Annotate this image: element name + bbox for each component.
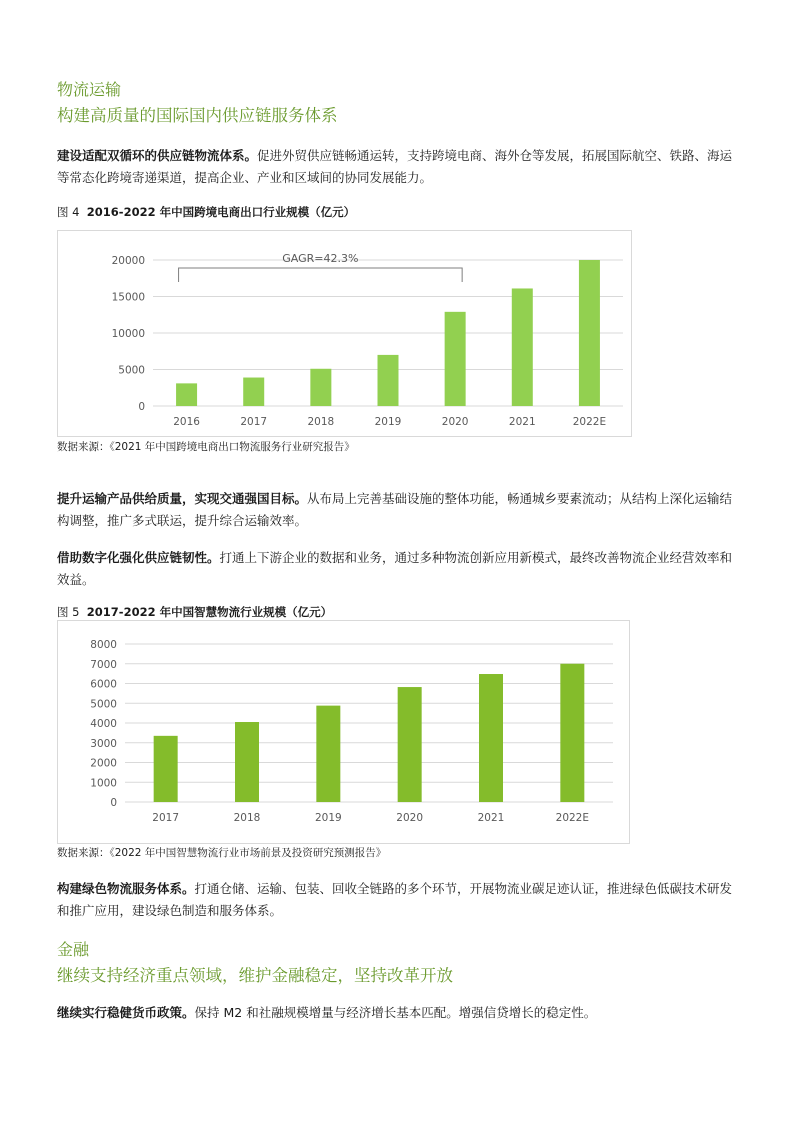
paragraph-supply-chain	[57, 145, 737, 189]
paragraph-body: 促进外贸供应链畅通运转，支持跨境电商、海外仓等发展，拓展国际航空、铁路、海运等常态化跨境寄递渠道，提高企业、产业和区域间的协同发展能力。	[57, 148, 733, 185]
bar-2022E	[560, 664, 584, 802]
figure-5-caption	[57, 604, 332, 620]
figure-4-source: 数据来源：《2021 年中国跨境电商出口物流服务行业研究报告》	[57, 441, 355, 453]
y-tick-label: 5000	[118, 364, 145, 377]
paragraph-lead: 构建绿色物流服务体系。	[57, 881, 195, 896]
bar-2021	[479, 674, 503, 802]
cagr-annotation: GAGR=42.3%	[282, 252, 359, 265]
paragraph-body: 打通上下游企业的数据和业务，通过多种物流创新应用新模式，最终改善物流企业经营效率和效益。	[57, 550, 733, 587]
bar-2019	[316, 706, 340, 802]
x-tick-label: 2020	[396, 812, 424, 824]
paragraph-lead: 继续实行稳健货币政策。	[57, 1005, 195, 1020]
bar-2018	[310, 369, 331, 406]
paragraph-lead: 借助数字化强化供应链韧性。	[57, 550, 220, 565]
paragraph-transport-quality	[57, 488, 737, 532]
y-tick-label: 10000	[111, 328, 145, 340]
bar-2020	[445, 312, 466, 406]
chart-cross-border-ecommerce	[57, 230, 632, 437]
x-tick-label: 2016	[173, 416, 200, 428]
figure-5-source: 数据来源：《2022 年中国智慧物流行业市场前景及投资研究预测报告》	[57, 847, 387, 859]
chart-1-svg	[58, 231, 631, 436]
bar-2021	[512, 288, 533, 406]
paragraph-lead: 提升运输产品供给质量，实现交通强国目标。	[57, 491, 308, 506]
figure-4-caption	[57, 204, 355, 220]
chart-smart-logistics	[57, 620, 630, 844]
cagr-bracket	[179, 268, 463, 282]
y-tick-label: 1000	[90, 777, 117, 790]
paragraph-lead: 建设适配双循环的供应链物流体系。	[57, 148, 258, 163]
y-tick-label: 15000	[111, 291, 145, 304]
x-tick-label: 2021	[477, 812, 505, 824]
y-tick-label: 0	[110, 797, 117, 809]
x-tick-label: 2022E	[572, 416, 607, 428]
y-tick-label: 3000	[90, 737, 117, 750]
x-tick-label: 2020	[441, 416, 469, 428]
figure-label: 图 5	[57, 605, 80, 619]
section-title-logistics: 物流运输	[57, 80, 122, 99]
chart-2-svg	[58, 621, 629, 843]
bar-2019	[378, 355, 399, 406]
paragraph-digital-resilience	[57, 547, 737, 591]
x-tick-label: 2018	[307, 416, 335, 428]
paragraph-body: 保持 M2 和社融规模增量与经济增长基本匹配。增强信贷增长的稳定性。	[194, 1005, 597, 1020]
paragraph-green-logistics	[57, 878, 737, 922]
figure-caption-text: 2016-2022 年中国跨境电商出口行业规模（亿元）	[86, 205, 356, 219]
y-tick-label: 0	[138, 401, 145, 413]
bar-2017	[154, 736, 178, 802]
section-subtitle-logistics: 构建高质量的国际国内供应链服务体系	[57, 106, 338, 125]
x-tick-label: 2017	[240, 416, 268, 428]
x-tick-label: 2019	[314, 812, 342, 824]
y-tick-label: 5000	[90, 698, 117, 711]
bar-2022E	[579, 260, 600, 406]
bar-2018	[235, 722, 259, 802]
figure-caption-text: 2017-2022 年中国智慧物流行业规模（亿元）	[86, 605, 333, 619]
x-tick-label: 2019	[374, 416, 402, 428]
y-tick-label: 4000	[90, 718, 117, 730]
y-tick-label: 20000	[111, 255, 145, 267]
section-title-finance: 金融	[57, 940, 90, 959]
bar-2017	[243, 378, 264, 406]
paragraph-body: 从布局上完善基础设施的整体功能，畅通城乡要素流动；从结构上深化运输结构调整，推广多式联运，提升综合运输效率。	[57, 491, 733, 528]
x-tick-label: 2021	[508, 416, 536, 428]
x-tick-label: 2022E	[555, 812, 590, 824]
figure-label: 图 4	[57, 205, 80, 219]
bar-2020	[398, 687, 422, 802]
x-tick-label: 2017	[152, 812, 180, 824]
y-tick-label: 8000	[90, 639, 117, 651]
x-tick-label: 2018	[233, 812, 261, 824]
bar-2016	[176, 383, 197, 406]
paragraph-monetary-policy	[57, 1002, 737, 1024]
section-subtitle-finance: 继续支持经济重点领域，维护金融稳定，坚持改革开放	[57, 966, 453, 985]
y-tick-label: 2000	[90, 757, 117, 770]
y-tick-label: 6000	[90, 678, 117, 691]
y-tick-label: 7000	[90, 658, 117, 671]
paragraph-body: 打通仓储、运输、包装、回收全链路的多个环节，开展物流业碳足迹认证，推进绿色低碳技术研发和推广应用，建设绿色制造和服务体系。	[57, 881, 733, 918]
